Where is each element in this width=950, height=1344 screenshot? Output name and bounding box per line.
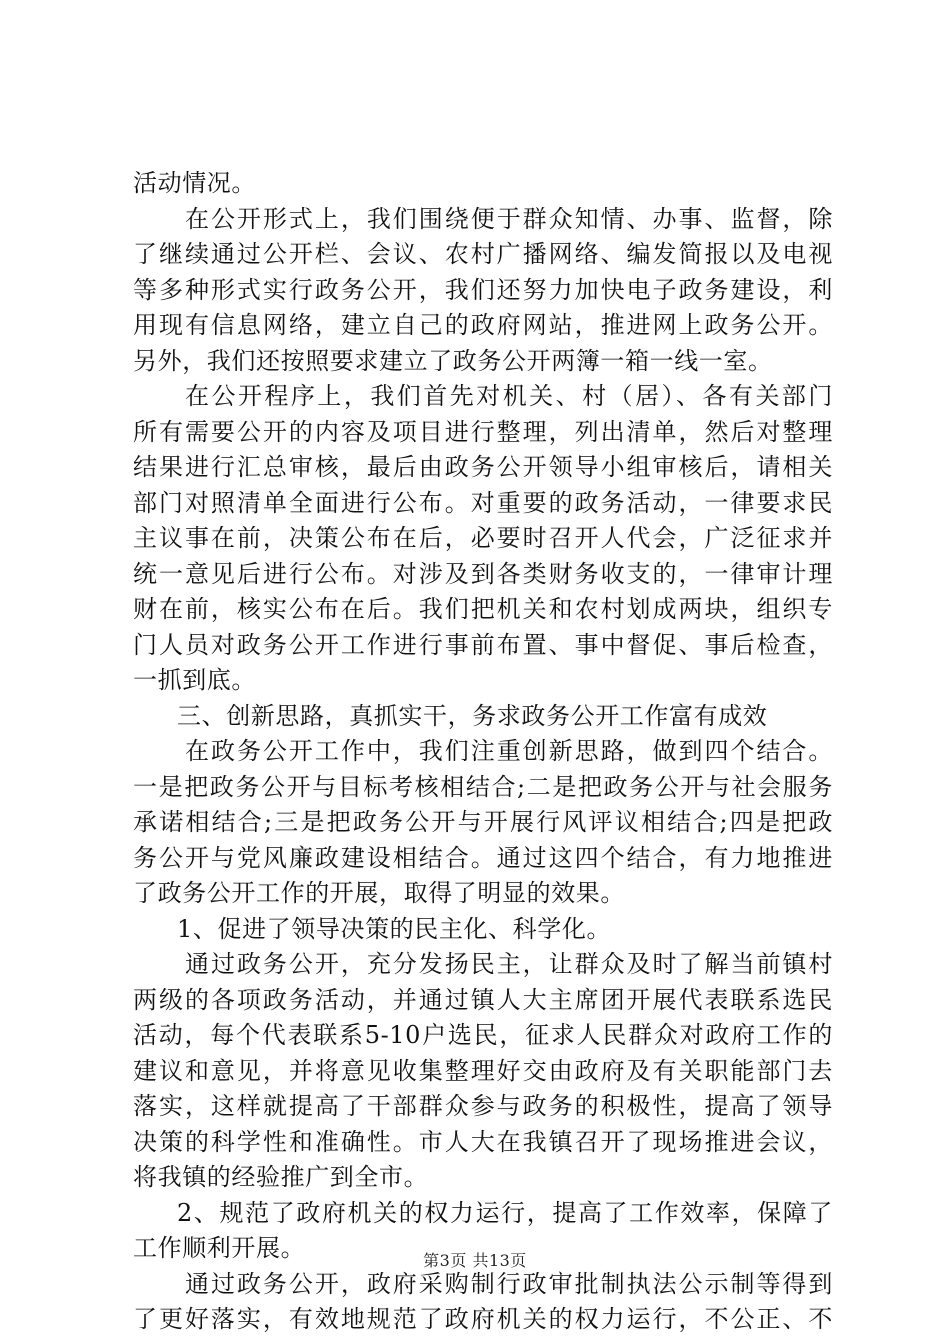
subsection-heading: 2、规范了政府机关的权力运行，提高了工作效率，保障了 — [177, 1198, 833, 1227]
paragraph-first-line: 在政务公开工作中，我们注重创新思路，做到四个结合。 — [185, 737, 833, 765]
text-line: 等多种形式实行政务公开，我们还努力加快电子政务建设，利 — [133, 275, 833, 304]
text-line: 将我镇的经验推广到全市。 — [133, 1163, 429, 1191]
text-line: 活动，每个代表联系5-10户选民，征求人民群众对政府工作的 — [133, 1021, 833, 1049]
text-line: 一是把政务公开与目标考核相结合;二是把政务公开与社会服务 — [133, 772, 833, 801]
text-line: 建议和意见，并将意见收集整理好交由政府及有关职能部门去 — [133, 1056, 833, 1085]
paragraph-first-line: 在公开形式上，我们围绕便于群众知情、办事、监督，除 — [185, 204, 833, 233]
text-line: 了更好落实，有效地规范了政府机关的权力运行，不公正、不 — [133, 1305, 833, 1333]
text-line: 部门对照清单全面进行公布。对重要的政务活动，一律要求民 — [133, 488, 833, 517]
text-line: 结果进行汇总审核，最后由政务公开领导小组审核后，请相关 — [133, 453, 833, 481]
text-line: 一抓到底。 — [133, 666, 256, 694]
document-body — [133, 166, 833, 1338]
paragraph-first-line: 通过政务公开，充分发扬民主，让群众及时了解当前镇村 — [185, 950, 833, 978]
text-line: 务公开与党风廉政建设相结合。通过这四个结合，有力地推进 — [133, 843, 833, 872]
subsection-heading: 1、促进了领导决策的民主化、科学化。 — [177, 914, 612, 943]
section-heading: 三、创新思路，真抓实干，务求政务公开工作富有成效 — [177, 701, 768, 730]
text-line: 门人员对政务公开工作进行事前布置、事中督促、事后检查， — [133, 630, 833, 659]
text-line: 落实，这样就提高了干部群众参与政务的积极性，提高了领导 — [133, 1092, 833, 1120]
text-line: 活动情况。 — [133, 169, 256, 197]
text-line: 决策的科学性和准确性。市人大在我镇召开了现场推进会议， — [133, 1127, 833, 1156]
paragraph-first-line: 在公开程序上，我们首先对机关、村（居）、各有关部门 — [185, 382, 833, 410]
text-line: 另外，我们还按照要求建立了政务公开两簿一箱一线一室。 — [133, 346, 773, 375]
text-line: 两级的各项政务活动，并通过镇人大主席团开展代表联系选民 — [133, 985, 833, 1014]
text-line: 统一意见后进行公布。对涉及到各类财务收支的，一律审计理 — [133, 559, 833, 588]
text-line: 用现有信息网络，建立自己的政府网站，推进网上政务公开。 — [133, 311, 833, 339]
text-line: 所有需要公开的内容及项目进行整理，列出清单，然后对整理 — [133, 417, 833, 446]
text-line: 财在前，核实公布在后。我们把机关和农村划成两块，组织专 — [133, 595, 833, 623]
text-line: 承诺相结合;三是把政务公开与开展行风评议相结合;四是把政 — [133, 808, 833, 836]
text-line: 主议事在前，决策公布在后，必要时召开人代会，广泛征求并 — [133, 524, 833, 552]
text-line: 工作顺利开展。 — [133, 1234, 306, 1262]
paragraph-first-line: 通过政务公开，政府采购制行政审批制执法公示制等得到 — [185, 1269, 833, 1298]
page-number-footer: 第3页 共13页 — [423, 1251, 527, 1270]
text-line: 了继续通过公开栏、会议、农村广播网络、编发简报以及电视 — [133, 240, 833, 268]
text-line: 了政务公开工作的开展，取得了明显的效果。 — [133, 879, 625, 907]
